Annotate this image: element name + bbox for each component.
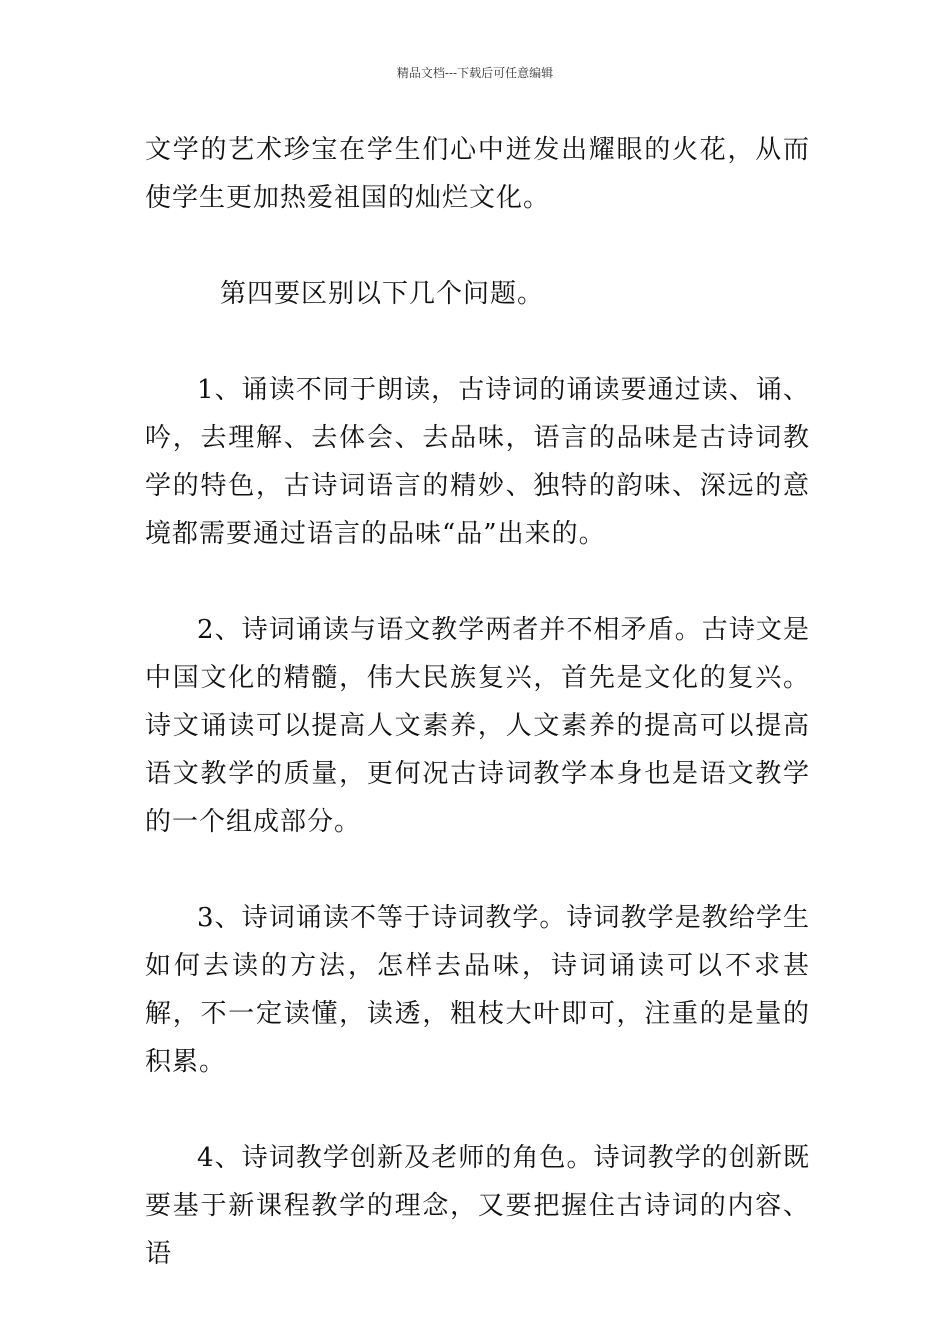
paragraph-point-1: 1、诵读不同于朗读，古诗词的诵读要通过读、诵、吟，去理解、去体会、去品味，语言的品味是古诗词教学的特色，古诗词语言的精妙、独特的韵味、深远的意境都需要通过语言的品味“品”出来的。 <box>145 375 810 549</box>
document-body <box>145 126 810 1278</box>
page-header: 精品文档---下载后可任意编辑 <box>396 66 554 80</box>
paragraph-continuation: 文学的艺术珍宝在学生们心中迸发出耀眼的火花，从而使学生更加热爱祖国的灿烂文化。 <box>145 135 810 213</box>
paragraph-section-heading: 第四要区别以下几个问题。 <box>220 279 545 309</box>
paragraph-point-2: 2、诗词诵读与语文教学两者并不相矛盾。古诗文是中国文化的精髓，伟大民族复兴，首先是文化的复兴。诗文诵读可以提高人文素养，人文素养的提高可以提高语文教学的质量，更何况古诗词教学本身也是语文教学的一个组成部分。 <box>145 615 810 837</box>
paragraph-point-4: 4、诗词教学创新及老师的角色。诗词教学的创新既要基于新课程教学的理念，又要把握住古诗词的内容、语 <box>145 1143 810 1269</box>
paragraph-point-3: 3、诗词诵读不等于诗词教学。诗词教学是教给学生如何去读的方法，怎样去品味，诗词诵读可以不求甚解，不一定读懂，读透，粗枝大叶即可，注重的是量的积累。 <box>145 903 810 1077</box>
